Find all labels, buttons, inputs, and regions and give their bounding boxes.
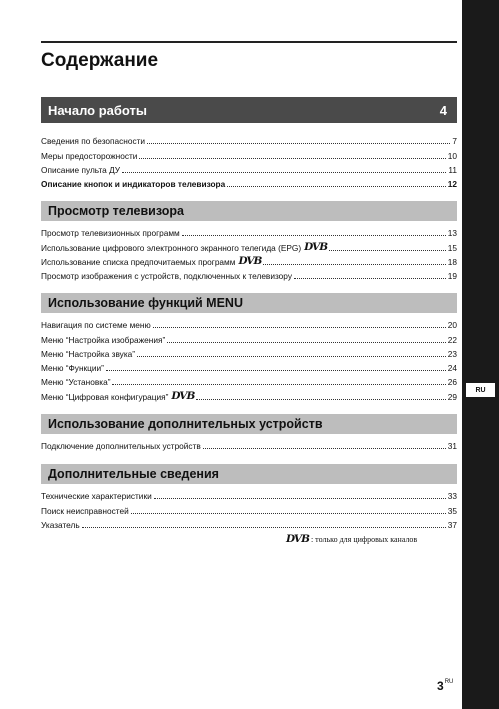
toc-entry[interactable]: Поиск неисправностей 35 bbox=[41, 505, 457, 516]
top-rule bbox=[41, 41, 457, 43]
language-badge: RU bbox=[466, 383, 495, 397]
page-title: Содержание bbox=[41, 50, 159, 71]
toc-entry[interactable]: Указатель 37 bbox=[41, 519, 457, 530]
toc-list-menu-functions bbox=[41, 316, 457, 402]
toc-entry[interactable]: Подключение дополнительных устройств 31 bbox=[41, 441, 457, 452]
toc-entry[interactable]: Технические характеристики 33 bbox=[41, 491, 457, 502]
section-heading-optional-equipment: Использование дополнительных устройств bbox=[41, 414, 457, 434]
toc-list-watching-tv bbox=[41, 224, 457, 281]
toc-entry[interactable]: Использование цифрового электронного экранного телегида (EPG) DVB 15 bbox=[41, 241, 457, 254]
toc-entry[interactable]: Меню “Настройка звука” 23 bbox=[41, 348, 457, 359]
toc-entry[interactable]: Просмотр изображения с устройств, подключенных к телевизору 19 bbox=[41, 271, 457, 282]
side-tab-bar bbox=[462, 0, 499, 709]
toc-entry[interactable]: Меню “Настройка изображения” 22 bbox=[41, 334, 457, 345]
toc-entry[interactable]: Меню “Установка” 26 bbox=[41, 377, 457, 388]
section-heading-number: 4 bbox=[439, 102, 447, 118]
section-heading-watching-tv: Просмотр телевизора bbox=[41, 201, 457, 221]
toc-entry[interactable]: Сведения по безопасности 7 bbox=[41, 136, 457, 147]
toc-entry[interactable]: Описание пульта ДУ 11 bbox=[41, 164, 457, 175]
section-heading-menu-functions: Использование функций MENU bbox=[41, 293, 457, 313]
toc-entry[interactable]: Меню “Функции” 24 bbox=[41, 363, 457, 374]
toc-entry[interactable]: Навигация по системе меню 20 bbox=[41, 320, 457, 331]
dvb-legend bbox=[283, 534, 417, 545]
dvb-logo-icon: DVB bbox=[238, 255, 262, 268]
dvb-logo-icon: DVB bbox=[171, 390, 195, 403]
toc-entry[interactable]: Использование списка предпочитаемых программ DVB 18 bbox=[41, 255, 457, 268]
section-heading-additional-info: Дополнительные сведения bbox=[41, 464, 457, 484]
toc-list-getting-started bbox=[41, 132, 457, 189]
toc-list-additional-info bbox=[41, 487, 457, 530]
toc-entry[interactable]: Просмотр телевизионных программ 13 bbox=[41, 228, 457, 239]
section-heading-label: Начало работы bbox=[48, 102, 147, 118]
page-number: $3^{RU}$ bbox=[437, 679, 454, 693]
dvb-logo-icon: DVB bbox=[286, 533, 309, 545]
toc-entry[interactable]: Меры предосторожности 10 bbox=[41, 150, 457, 161]
dvb-logo-icon: DVB bbox=[304, 241, 328, 254]
toc-entry[interactable]: Меню “Цифровая конфигурация” DVB 29 bbox=[41, 390, 457, 403]
section-heading-getting-started bbox=[41, 97, 457, 123]
dvb-legend-text: : только для цифровых каналов bbox=[310, 534, 418, 544]
toc-list-optional-equipment bbox=[41, 437, 457, 451]
toc-entry[interactable]: Описание кнопок и индикаторов телевизора 12 bbox=[41, 179, 457, 190]
page-number-suffix: RU bbox=[444, 679, 454, 685]
